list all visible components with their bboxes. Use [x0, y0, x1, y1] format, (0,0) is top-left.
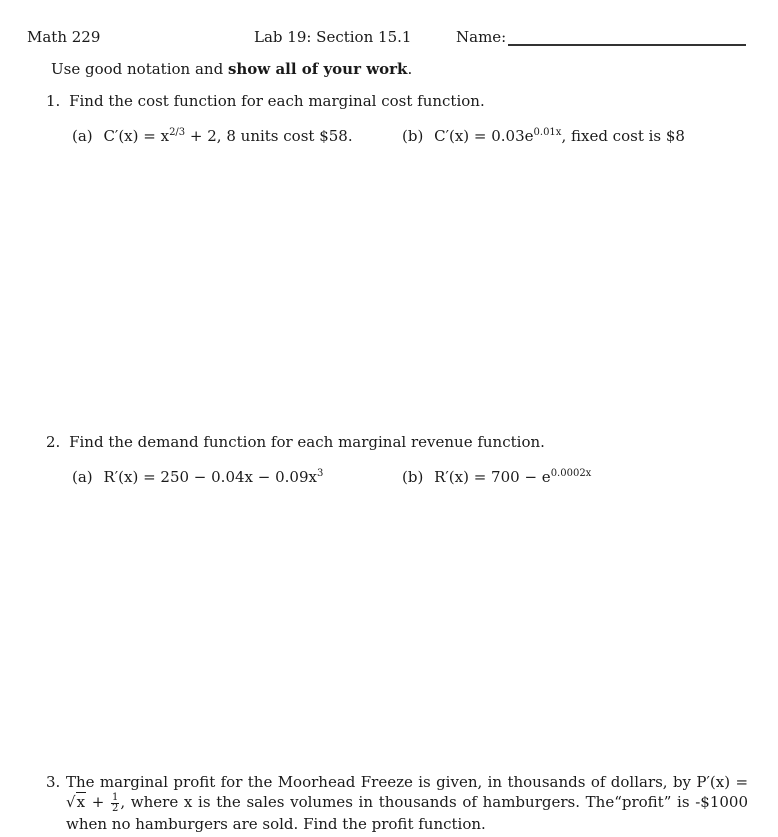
- problem-2a-lhs: R′(x) = 250 − 0.04x − 0.09x: [103, 468, 317, 486]
- problem-2a: [72, 468, 323, 486]
- instructions: [51, 60, 412, 78]
- problem-3-rest: where x is the sales volumes in thousands of hamburgers. The“profit” is -$1000 when no hamburgers are sold. Find the profit function.: [66, 793, 748, 833]
- sqrt-arg: x: [76, 793, 86, 811]
- sqrt-symbol: √x: [66, 793, 86, 811]
- problem-1-prompt: Find the cost function for each marginal cost function.: [69, 92, 485, 110]
- problem-1b: [402, 127, 685, 145]
- problem-3-number: 3.: [46, 773, 61, 791]
- problem-1b-label: (b): [402, 127, 424, 145]
- problem-1b-exp: 0.01x: [533, 127, 562, 138]
- frac-den: 2: [111, 802, 119, 814]
- lab-title: Lab 19: Section 15.1: [254, 28, 412, 46]
- problem-1-number: 1.: [46, 92, 61, 110]
- problem-1b-rhs: , fixed cost is $8: [561, 127, 685, 145]
- problem-1a-label: (a): [72, 127, 93, 145]
- problem-2a-exp: 3: [316, 468, 324, 479]
- problem-2: [46, 433, 545, 451]
- course-label: Math 229: [27, 28, 101, 46]
- problem-1b-lhs: C′(x) = 0.03e: [434, 127, 534, 145]
- instructions-bold: show all of your work: [227, 60, 408, 78]
- problem-1a-exp: 2/3: [169, 127, 186, 138]
- problem-3-math-lhs: P′(x) =: [696, 773, 749, 791]
- name-line: [508, 44, 746, 46]
- problem-3-text: [66, 772, 748, 834]
- frac-num: 1: [111, 791, 119, 803]
- problem-3-line1: The marginal profit for the Moorhead Freeze is given, in thousands of dollars, by: [66, 773, 697, 791]
- problem-2b-lhs: R′(x) = 700 − e: [434, 468, 551, 486]
- fraction-half: [111, 793, 119, 814]
- instructions-prefix: Use good notation and: [51, 60, 228, 78]
- problem-2b-exp: 0.0002x: [550, 468, 592, 479]
- problem-1a: [72, 127, 353, 145]
- instructions-suffix: .: [407, 60, 413, 78]
- problem-1: [46, 92, 485, 110]
- problem-3-plus: +: [86, 793, 110, 811]
- problem-2a-label: (a): [72, 468, 93, 486]
- problem-2b-label: (b): [402, 468, 424, 486]
- name-label: Name:: [456, 28, 507, 46]
- problem-2-prompt: Find the demand function for each marginal revenue function.: [69, 433, 545, 451]
- problem-2b: [402, 468, 591, 486]
- problem-2-number: 2.: [46, 433, 61, 451]
- problem-3-comma: ,: [120, 793, 126, 811]
- problem-1a-lhs: C′(x) = x: [103, 127, 170, 145]
- problem-1a-rhs: + 2, 8 units cost $58.: [185, 127, 353, 145]
